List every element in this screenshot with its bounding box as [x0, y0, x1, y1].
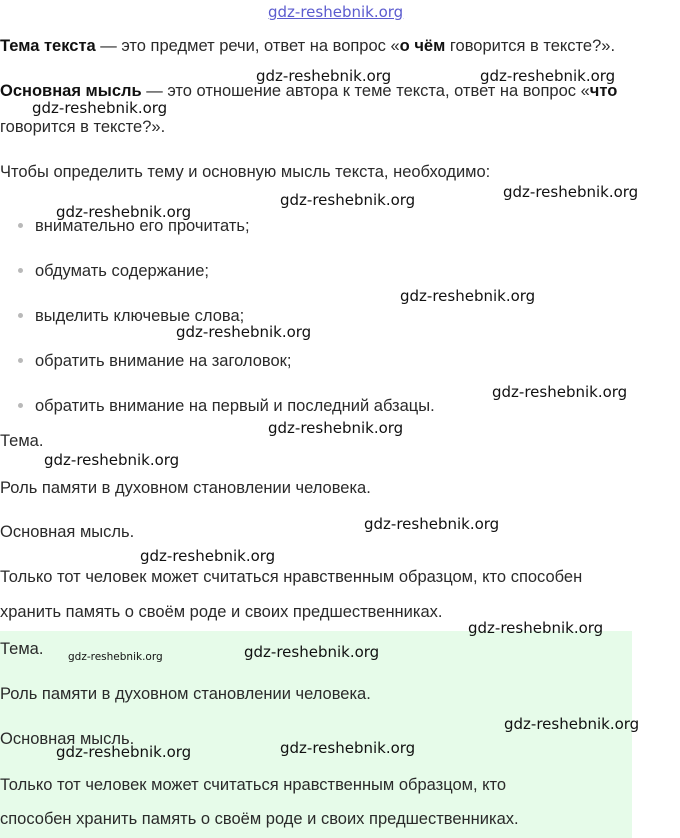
watermark: gdz-reshebnik.org [480, 67, 616, 85]
watermark: gdz-reshebnik.org [492, 383, 628, 401]
watermark: gdz-reshebnik.org [256, 67, 392, 85]
bullet-icon [18, 268, 23, 273]
idea-definition: Основная мысль — это отношение автора к теме текста, ответ на вопрос «что [0, 82, 618, 100]
list-item: внимательно его прочитать; [18, 216, 250, 236]
list-item: обратить внимание на первый и последний абзацы. [18, 396, 435, 416]
watermark: gdz-reshebnik.org [280, 191, 416, 209]
watermark: gdz-reshebnik.org [268, 419, 404, 437]
bullet-icon [18, 223, 23, 228]
bullet-icon [18, 403, 23, 408]
watermark: gdz-reshebnik.org [32, 99, 168, 117]
watermark: gdz-reshebnik.org [504, 715, 640, 733]
watermark: gdz-reshebnik.org [400, 287, 536, 305]
solution-topic-text: Роль памяти в духовном становлении человека. [0, 479, 371, 497]
bullet-icon [18, 313, 23, 318]
watermark: gdz-reshebnik.org [140, 547, 276, 565]
solution-idea-line2: хранить память о своём роде и своих предшественниках. [0, 603, 443, 621]
answer-topic-text: Роль памяти в духовном становлении человека. [0, 685, 371, 703]
solution-topic-label: Тема. [0, 432, 44, 450]
watermark: gdz-reshebnik.org [468, 619, 604, 637]
watermark-top: gdz-reshebnik.org [268, 3, 404, 21]
watermark: gdz-reshebnik.org [68, 651, 163, 663]
watermark: gdz-reshebnik.org [280, 739, 416, 757]
list-item: обратить внимание на заголовок; [18, 351, 291, 371]
answer-idea-label: Основная мысль. [0, 730, 135, 748]
watermark: gdz-reshebnik.org [56, 743, 192, 761]
topic-term: Тема текста [0, 37, 96, 55]
solution-idea-line1: Только тот человек может считаться нравственным образцом, кто способен [0, 568, 583, 586]
solution-idea-label: Основная мысль. [0, 523, 135, 541]
answer-idea-line1: Только тот человек может считаться нравственным образцом, кто [0, 776, 507, 794]
list-item: выделить ключевые слова; [18, 306, 244, 326]
watermark: gdz-reshebnik.org [56, 203, 192, 221]
answer-idea-line2: способен хранить память о своём роде и своих предшественниках. [0, 810, 519, 828]
answer-topic-label: Тема. [0, 640, 44, 658]
bullet-icon [18, 358, 23, 363]
watermark: gdz-reshebnik.org [364, 515, 500, 533]
watermark: gdz-reshebnik.org [44, 451, 180, 469]
watermark: gdz-reshebnik.org [176, 323, 312, 341]
watermark: gdz-reshebnik.org [244, 643, 380, 661]
watermark: gdz-reshebnik.org [503, 183, 639, 201]
topic-definition: Тема текста — это предмет речи, ответ на вопрос «о чём говорится в тексте?». [0, 37, 616, 55]
idea-term: Основная мысль [0, 82, 142, 100]
idea-definition-line2: говорится в тексте?». [0, 118, 166, 136]
how-to-intro: Чтобы определить тему и основную мысль текста, необходимо: [0, 163, 491, 181]
list-item: обдумать содержание; [18, 261, 209, 281]
